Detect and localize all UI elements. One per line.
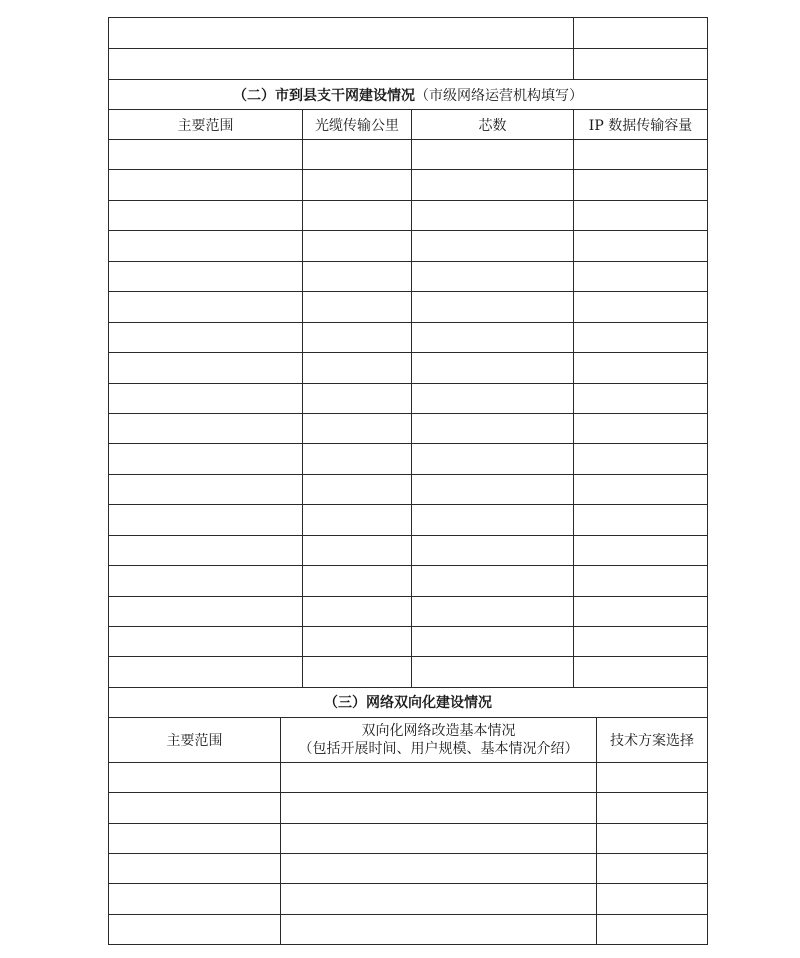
section3-cell-scope <box>109 854 281 884</box>
section2-row <box>109 262 708 292</box>
section2-cell-cores <box>412 597 574 627</box>
section2-cell-ip-capacity <box>574 414 708 444</box>
section2-cell-scope <box>109 475 303 505</box>
section2-title-row <box>109 80 708 110</box>
section2-cell-cores <box>412 505 574 535</box>
section2-cell-cores <box>412 140 574 170</box>
section3-cell-scope <box>109 824 281 854</box>
section2-row <box>109 597 708 627</box>
section2-cell-scope <box>109 566 303 596</box>
section3-cell-tech <box>597 915 708 945</box>
section2-cell-fiber-km <box>303 657 412 687</box>
section2-cell-fiber-km <box>303 323 412 353</box>
section2-cell-ip-capacity <box>574 566 708 596</box>
section2-row <box>109 536 708 566</box>
form-table <box>108 17 708 945</box>
section2-row <box>109 384 708 414</box>
section2-cell-cores <box>412 201 574 231</box>
section2-cell-ip-capacity <box>574 384 708 414</box>
section2-cell-scope <box>109 657 303 687</box>
section3-cell-status <box>281 915 597 945</box>
section2-cell-scope <box>109 353 303 383</box>
section2-cell-cores <box>412 444 574 474</box>
section2-cell-fiber-km <box>303 414 412 444</box>
section2-cell-scope <box>109 536 303 566</box>
section3-row <box>109 793 708 823</box>
section2-cell-cores <box>412 353 574 383</box>
section2-cell-fiber-km <box>303 505 412 535</box>
section2-row <box>109 657 708 687</box>
section2-cell-cores <box>412 323 574 353</box>
section2-cell-cores <box>412 231 574 261</box>
section2-cell-scope <box>109 597 303 627</box>
section3-header-status-note: （包括开展时间、用户规模、基本情况介绍） <box>298 740 579 757</box>
section2-cell-ip-capacity <box>574 170 708 200</box>
section2-cell-ip-capacity <box>574 536 708 566</box>
section2-title-cell <box>109 80 708 110</box>
top-rows-group <box>109 18 708 80</box>
section2-rows <box>109 140 708 688</box>
section3-header-status <box>281 718 597 763</box>
section2-row <box>109 414 708 444</box>
section3-title: （三）网络双向化建设情况 <box>324 695 492 712</box>
section2-cell-fiber-km <box>303 262 412 292</box>
section2-header-row <box>109 110 708 140</box>
section2-cell-scope <box>109 323 303 353</box>
section3-cell-tech <box>597 793 708 823</box>
section3-cell-scope <box>109 884 281 914</box>
section2-cell-scope <box>109 170 303 200</box>
section3-cell-tech <box>597 824 708 854</box>
section2-cell-scope <box>109 505 303 535</box>
section3-row <box>109 915 708 945</box>
section2-cell-ip-capacity <box>574 505 708 535</box>
section3-cell-status <box>281 884 597 914</box>
top-row <box>109 49 708 80</box>
section2-row <box>109 292 708 322</box>
section2-row <box>109 353 708 383</box>
section2-row <box>109 201 708 231</box>
section2-cell-scope <box>109 384 303 414</box>
section2-header-cores: 芯数 <box>412 110 574 140</box>
top-cell-side <box>574 18 708 49</box>
section3-header-scope: 主要范围 <box>109 718 281 763</box>
section2-cell-scope <box>109 444 303 474</box>
section2-cell-ip-capacity <box>574 323 708 353</box>
section2-cell-fiber-km <box>303 384 412 414</box>
section3-cell-scope <box>109 763 281 793</box>
section2-cell-ip-capacity <box>574 201 708 231</box>
section2-cell-scope <box>109 231 303 261</box>
section2-cell-cores <box>412 657 574 687</box>
section2-cell-scope <box>109 414 303 444</box>
section2-cell-fiber-km <box>303 231 412 261</box>
section2-cell-scope <box>109 140 303 170</box>
section2-cell-fiber-km <box>303 201 412 231</box>
section2-row <box>109 444 708 474</box>
section2-cell-ip-capacity <box>574 353 708 383</box>
section2-cell-ip-capacity <box>574 444 708 474</box>
section2-cell-ip-capacity <box>574 627 708 657</box>
section2-cell-scope <box>109 201 303 231</box>
section2-cell-fiber-km <box>303 140 412 170</box>
section2-row <box>109 566 708 596</box>
section2-cell-ip-capacity <box>574 262 708 292</box>
top-cell-main <box>109 49 574 80</box>
section2-row <box>109 505 708 535</box>
section2-cell-cores <box>412 384 574 414</box>
section3-title-cell <box>109 688 708 718</box>
section2-row <box>109 140 708 170</box>
section2-cell-ip-capacity <box>574 597 708 627</box>
section3-title-row <box>109 688 708 718</box>
section2-cell-cores <box>412 566 574 596</box>
section2-cell-fiber-km <box>303 475 412 505</box>
section2-cell-fiber-km <box>303 353 412 383</box>
section3-cell-scope <box>109 793 281 823</box>
section3-header-row <box>109 718 708 763</box>
section2-header-fiber-km: 光缆传输公里 <box>303 110 412 140</box>
section2-cell-ip-capacity <box>574 140 708 170</box>
section3-row <box>109 854 708 884</box>
section3-cell-tech <box>597 854 708 884</box>
section3-row <box>109 824 708 854</box>
section3-header-status-title: 双向化网络改造基本情况 <box>361 722 516 739</box>
section2-cell-ip-capacity <box>574 292 708 322</box>
section2-cell-cores <box>412 292 574 322</box>
section2-row <box>109 627 708 657</box>
section2-cell-scope <box>109 627 303 657</box>
section2-cell-cores <box>412 475 574 505</box>
section2-cell-fiber-km <box>303 292 412 322</box>
section2-cell-ip-capacity <box>574 231 708 261</box>
section2-row <box>109 231 708 261</box>
section2-cell-fiber-km <box>303 170 412 200</box>
section3-cell-status <box>281 824 597 854</box>
section2-cell-cores <box>412 170 574 200</box>
section2-cell-fiber-km <box>303 627 412 657</box>
section2-title: （二）市到县支干网建设情况 <box>233 87 415 104</box>
section3-rows <box>109 763 708 945</box>
section2-cell-fiber-km <box>303 566 412 596</box>
section2-cell-cores <box>412 627 574 657</box>
section2-cell-cores <box>412 262 574 292</box>
section2-cell-fiber-km <box>303 444 412 474</box>
section2-cell-fiber-km <box>303 536 412 566</box>
section3-cell-tech <box>597 884 708 914</box>
section3-row <box>109 884 708 914</box>
section2-cell-ip-capacity <box>574 657 708 687</box>
section2-row <box>109 323 708 353</box>
top-cell-side <box>574 49 708 80</box>
section2-row <box>109 475 708 505</box>
section3-header-tech: 技术方案选择 <box>597 718 708 763</box>
top-cell-main <box>109 18 574 49</box>
section2-header-ip-capacity: IP 数据传输容量 <box>574 110 708 140</box>
section2-title-note: （市级网络运营机构填写） <box>415 87 583 104</box>
section2-header-scope: 主要范围 <box>109 110 303 140</box>
section2-cell-scope <box>109 292 303 322</box>
section3-cell-status <box>281 793 597 823</box>
section3-cell-status <box>281 763 597 793</box>
section3-row <box>109 763 708 793</box>
section3-cell-status <box>281 854 597 884</box>
section3-cell-scope <box>109 915 281 945</box>
section2-cell-fiber-km <box>303 597 412 627</box>
section2-cell-scope <box>109 262 303 292</box>
section2-cell-cores <box>412 536 574 566</box>
section2-cell-cores <box>412 414 574 444</box>
top-row <box>109 18 708 49</box>
section2-row <box>109 170 708 200</box>
section3-cell-tech <box>597 763 708 793</box>
section2-cell-ip-capacity <box>574 475 708 505</box>
